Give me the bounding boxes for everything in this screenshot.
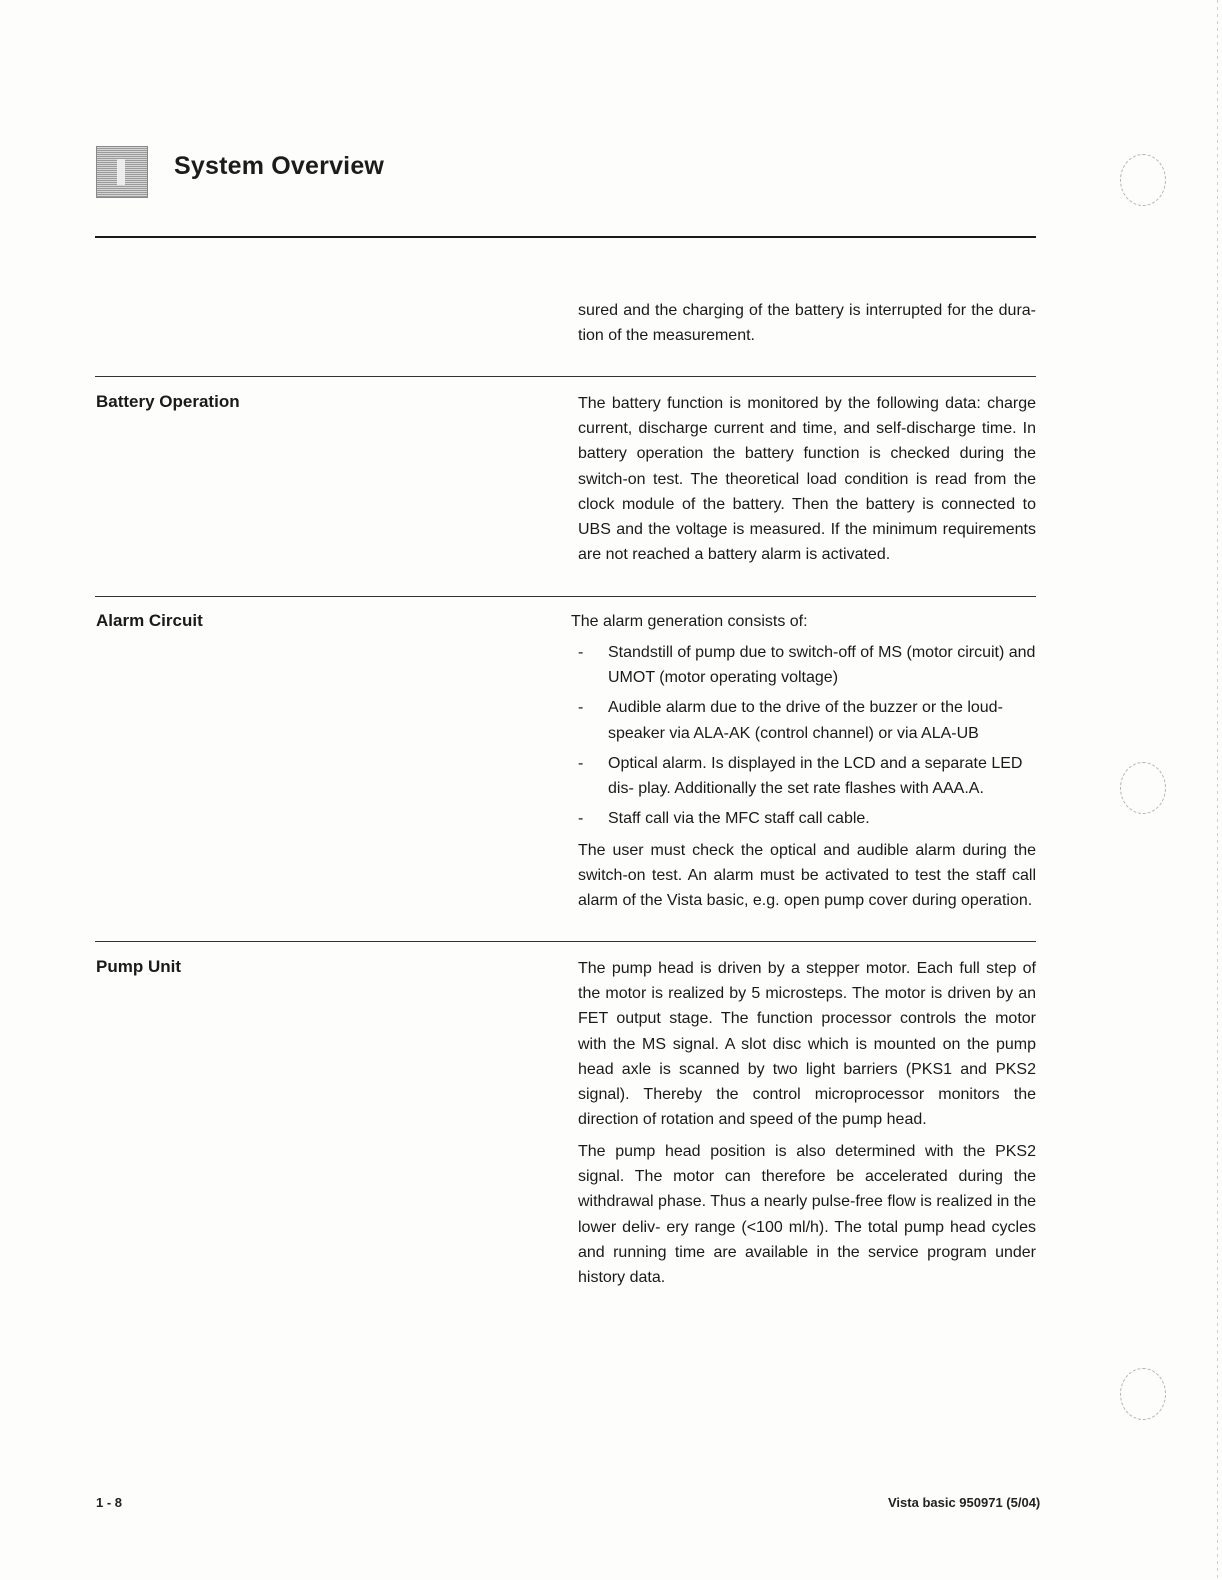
section-label-alarm: Alarm Circuit bbox=[96, 611, 203, 630]
alarm-note: The user must check the optical and audible alarm during the switch-on test. An alarm must be activated to test the staff call alarm of the Vista basic, e.g. open pump cover during operation. bbox=[578, 842, 1036, 910]
list-item: - Standstill of pump due to switch-off of MS (motor circuit) and UMOT (motor operating voltage) bbox=[578, 640, 1036, 690]
pump-paragraph-1: The pump head is driven by a stepper motor. Each full step of the motor is realized by 5 microsteps. The motor is driven by an FET output stage. The function processor controls the motor with the MS signal. A slot disc which is mounted on the pump head axle is scanned by two light barriers (PKS1 and PKS2 signal). Thereby the control microprocessor monitors the direction of rotation and speed of the pump head. bbox=[578, 960, 1036, 1129]
list-item: - Optical alarm. Is displayed in the LCD and a separate LED dis- play. Additionally the set rate flashes with AAA.A. bbox=[578, 751, 1036, 801]
punch-hole bbox=[1120, 762, 1166, 814]
battery-paragraph: The battery function is monitored by the following data: charge current, discharge current and time, and self-discharge time. In battery operation the battery function is checked during the switch-on test. The theoretical load condition is read from the clock module of the battery. Then the battery is connected to UBS and the voltage is measured. If the minimum requirements are not reached a battery alarm is activated. bbox=[578, 395, 1036, 564]
punch-hole bbox=[1120, 1368, 1166, 1420]
intro-paragraph: sured and the charging of the battery is interrupted for the dura- tion of the measurement. bbox=[578, 302, 1036, 345]
section-label-pump: Pump Unit bbox=[96, 957, 181, 976]
section-divider bbox=[95, 941, 1036, 942]
page-title: System Overview bbox=[174, 152, 385, 180]
list-item: - Audible alarm due to the drive of the buzzer or the loud- speaker via ALA-AK (control channel) or via ALA-UB bbox=[578, 695, 1036, 745]
section-divider bbox=[95, 596, 1036, 597]
list-item: - Staff call via the MFC staff call cable. bbox=[578, 806, 1036, 831]
page-number: 1 - 8 bbox=[96, 1495, 123, 1510]
section-label-battery: Battery Operation bbox=[96, 392, 240, 411]
punch-hole bbox=[1120, 154, 1166, 206]
alarm-list bbox=[578, 640, 1036, 836]
alarm-intro: The alarm generation consists of: bbox=[571, 613, 808, 630]
header-divider bbox=[95, 236, 1036, 238]
chapter-marker-icon bbox=[96, 146, 148, 198]
scan-edge bbox=[1217, 0, 1218, 1580]
document-reference: Vista basic 950971 (5/04) bbox=[888, 1495, 1041, 1510]
section-divider bbox=[95, 376, 1036, 377]
pump-paragraph-2: The pump head position is also determined with the PKS2 signal. The motor can therefore be accelerated during the withdrawal phase. Thus a nearly pulse-free flow is realized in the lower deliv- ery range (<100 ml/h). The total pump head cycles and running time are available in the service program under history data. bbox=[578, 1143, 1036, 1287]
